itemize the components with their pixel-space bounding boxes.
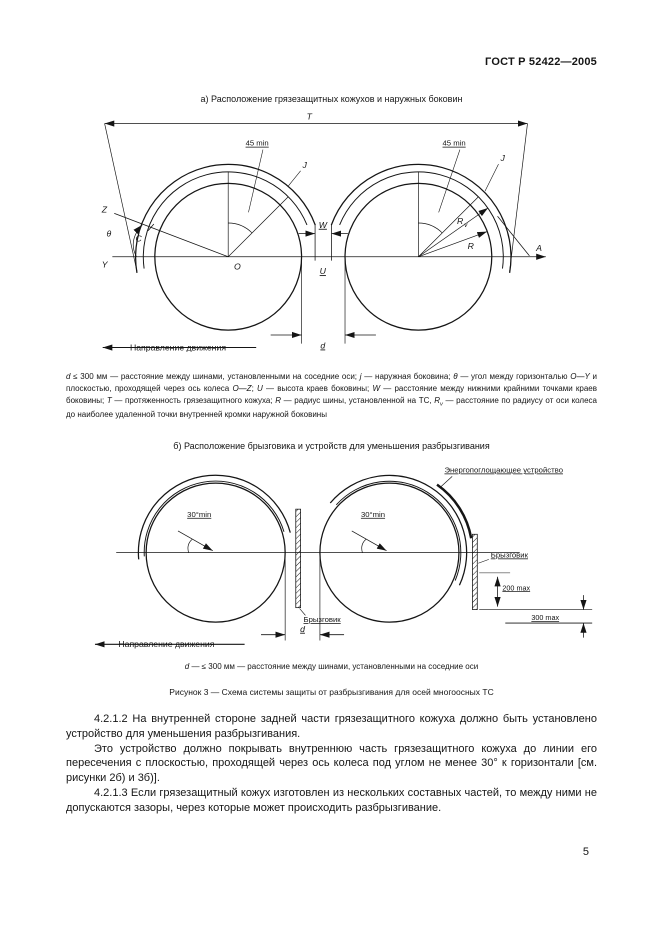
angle-30-right (352, 531, 387, 553)
label-theta: θ (106, 228, 112, 239)
label-45min-right: 45 min (442, 138, 466, 148)
angle-45-left (228, 150, 288, 257)
angle-30-left (178, 531, 213, 553)
direction-label: Направление движения (129, 342, 227, 353)
figure-caption: Рисунок 3 — Схема системы защиты от разбрызгивания для осей многоосных ТС (169, 687, 494, 698)
dimension-W-U (299, 225, 348, 261)
label-45min-left: 45 min (245, 138, 269, 148)
label-r: R (467, 241, 474, 252)
label-j-right: J (500, 153, 505, 164)
doc-number: ГОСТ Р 52422—2005 (485, 56, 597, 68)
paragraph-4-2-1-2-cont: Это устройство должно покрывать внутреннюю часть грязезащитного кожуха до линии его пересечения с плоскостью, проходящей через ось колеса под углом не менее 30° к горизонтали [см. рисунки 2б) и 3б)]. (66, 742, 597, 785)
label-y: Y (101, 259, 108, 270)
diagram-a (66, 110, 597, 363)
axis-line (112, 216, 545, 257)
diagram-b-note: d — ≤ 300 мм — расстояние между шинами, установленными на соседние оси (184, 662, 479, 672)
leader-j-left (288, 171, 301, 186)
label-rv-sub: v (464, 221, 468, 229)
radius-Rv (418, 208, 488, 257)
label-d: d (320, 340, 326, 351)
label-d: d (300, 624, 305, 635)
energy-device-label: Энергопоглощающее устройство (444, 465, 563, 475)
energy-device-leader (441, 477, 453, 488)
page-number: 5 (582, 846, 589, 858)
label-t: T (306, 111, 312, 122)
angle-theta (114, 213, 228, 256)
label-c: C (135, 233, 142, 244)
mudflap-right (472, 535, 477, 610)
direction-label: Направление движения (118, 639, 215, 650)
label-w: W (318, 219, 327, 230)
energy-device (437, 485, 471, 539)
label-j-left: J (302, 159, 307, 170)
label-u: U (319, 266, 326, 277)
paragraph-4-2-1-3: 4.2.1.3 Если грязезащитный кожух изготовлен из нескольких составных частей, то между ними не допускаются зазоры, через которые может происходить разбрызгивание. (66, 786, 597, 814)
mudguard-arc-left (138, 475, 290, 559)
mudflap-center-label: Брызговик (303, 615, 341, 625)
diagram-b (66, 457, 597, 655)
label-30min-left: 30°min (187, 510, 212, 520)
body-text (66, 712, 597, 815)
label-z: Z (101, 204, 108, 215)
label-o: O (233, 261, 241, 272)
mudflap-right-label: Брызговик (490, 550, 528, 560)
diagram-b-caption: б) Расположение брызговика и устройств для уменьшения разбрызгивания (173, 441, 490, 452)
label-rv: R (457, 215, 464, 226)
mudflap-right-leader (478, 560, 489, 564)
mudflap-center (296, 509, 301, 607)
label-30min-right: 30°min (360, 510, 386, 520)
label-300max: 300 max (531, 613, 560, 623)
leader-j-right (485, 164, 499, 191)
radius-R (418, 232, 487, 257)
label-a: A (536, 242, 542, 253)
label-200max: 200 max (502, 583, 531, 593)
diagram-a-note: d ≤ 300 мм — расстояние между шинами, установленными на соседние оси; j — наружная боковина; θ — угол между горизонталью O—Y и плоскостью, проходящей через ось колеса O—Z; U — высота краев боковины; W — расстояние между нижними крайними точками краев боковины; T — протяженность грязезащитного кожуха; R — радиус шины, установленной на ТС, $R_v$ — расстояние по радиусу от оси колеса до наиболее удаленной точки внутренней кромки наружной боковины (66, 372, 598, 420)
paragraph-4-2-1-2: 4.2.1.2 На внутренней стороне задней части грязезащитного кожуха должно быть установлено устройство для уменьшения разбрызгивания. (66, 713, 597, 740)
diagram-a-caption: а) Расположение грязезащитных кожухов и наружных боковин (200, 94, 463, 104)
